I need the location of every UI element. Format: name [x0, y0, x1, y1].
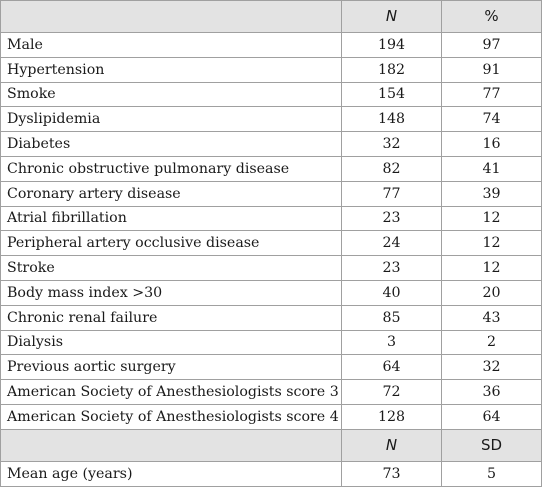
row-n: 40: [342, 280, 442, 305]
row-label: Body mass index >30: [1, 280, 342, 305]
table-row: [1, 57, 542, 82]
row-label: Atrial fibrillation: [1, 206, 342, 231]
row-label: Coronary artery disease: [1, 181, 342, 206]
row-label: Peripheral artery occlusive disease: [1, 231, 342, 256]
table-row: [1, 231, 542, 256]
row-n: 3: [342, 330, 442, 355]
header-empty-cell: [1, 1, 342, 33]
row-label: American Society of Anesthesiologists score 4: [1, 404, 342, 429]
row-percent: 12: [442, 206, 542, 231]
row-n: 85: [342, 305, 442, 330]
row-label: Stroke: [1, 256, 342, 281]
table-row: [1, 181, 542, 206]
table-row: [1, 107, 542, 132]
row-percent: 41: [442, 156, 542, 181]
row-percent: 77: [442, 82, 542, 107]
row-n: 64: [342, 355, 442, 380]
table-row: [1, 156, 542, 181]
row-percent: 16: [442, 132, 542, 157]
row-percent: 20: [442, 280, 542, 305]
row-n: 182: [342, 57, 442, 82]
row-label: American Society of Anesthesiologists score 3: [1, 380, 342, 405]
age-label: Mean age (years): [1, 461, 342, 486]
row-n: 148: [342, 107, 442, 132]
row-label: Smoke: [1, 82, 342, 107]
row-n: 128: [342, 404, 442, 429]
row-n: 77: [342, 181, 442, 206]
age-sd: 5: [442, 461, 542, 486]
row-label: Dyslipidemia: [1, 107, 342, 132]
table-row: [1, 280, 542, 305]
row-percent: 12: [442, 256, 542, 281]
row-n: 32: [342, 132, 442, 157]
table-row: [1, 206, 542, 231]
row-n: 24: [342, 231, 442, 256]
row-label: Previous aortic surgery: [1, 355, 342, 380]
subheader-sd: SD: [442, 429, 542, 461]
row-percent: 39: [442, 181, 542, 206]
row-percent: 32: [442, 355, 542, 380]
table-row: [1, 404, 542, 429]
table-row: [1, 461, 542, 486]
row-percent: 2: [442, 330, 542, 355]
table-row: [1, 256, 542, 281]
row-n: 23: [342, 206, 442, 231]
table-row: [1, 380, 542, 405]
row-percent: 74: [442, 107, 542, 132]
row-percent: 12: [442, 231, 542, 256]
row-percent: 91: [442, 57, 542, 82]
row-label: Hypertension: [1, 57, 342, 82]
subheader-n: N: [342, 429, 442, 461]
table-subheader-row: [1, 429, 542, 461]
row-n: 154: [342, 82, 442, 107]
row-percent: 64: [442, 404, 542, 429]
row-label: Male: [1, 33, 342, 58]
row-n: 194: [342, 33, 442, 58]
header-percent: %: [442, 1, 542, 33]
table-row: [1, 355, 542, 380]
age-n: 73: [342, 461, 442, 486]
table-header-row: [1, 1, 542, 33]
row-n: 72: [342, 380, 442, 405]
row-n: 82: [342, 156, 442, 181]
row-label: Diabetes: [1, 132, 342, 157]
table-row: [1, 132, 542, 157]
row-label: Chronic renal failure: [1, 305, 342, 330]
row-n: 23: [342, 256, 442, 281]
table-row: [1, 82, 542, 107]
table-row: [1, 305, 542, 330]
table-row: [1, 33, 542, 58]
row-percent: 36: [442, 380, 542, 405]
subheader-empty-cell: [1, 429, 342, 461]
header-n: N: [342, 1, 442, 33]
table-row: [1, 330, 542, 355]
row-label: Dialysis: [1, 330, 342, 355]
row-percent: 43: [442, 305, 542, 330]
row-percent: 97: [442, 33, 542, 58]
row-label: Chronic obstructive pulmonary disease: [1, 156, 342, 181]
